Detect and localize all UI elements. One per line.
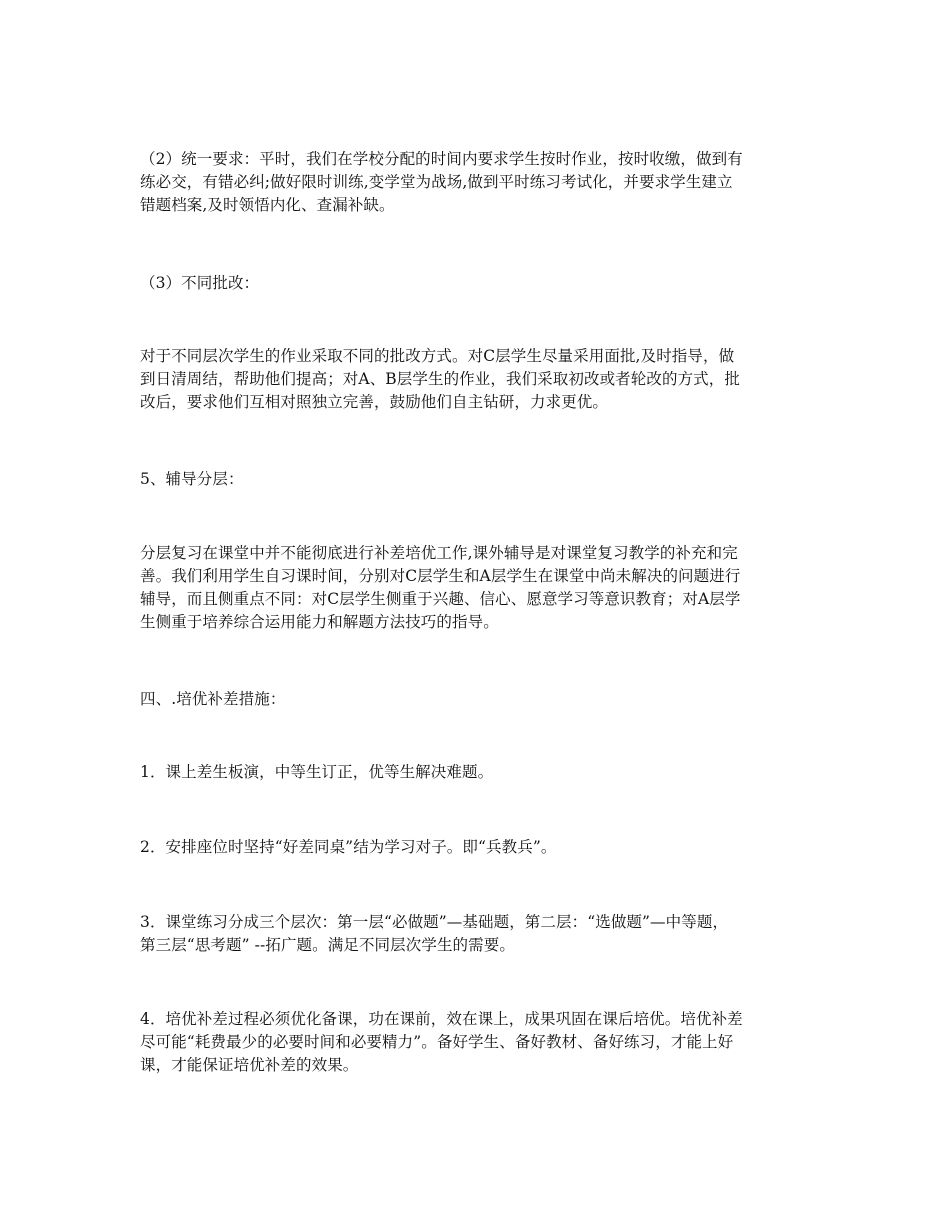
text-line: （2）统一要求：平时，我们在学校分配的时间内要求学生按时作业，按时收缴，做到有 xyxy=(140,150,743,168)
text-line: 2．安排座位时坚持“好差同桌”结为学习对子。即“兵教兵”。 xyxy=(140,838,557,856)
heading-section-four xyxy=(140,688,812,711)
text-line: 尽可能“耗费最少的必要时间和必要精力”。备好学生、备好教材、备好练习，才能上好 xyxy=(140,1033,734,1051)
text-line: 四、.培优补差措施： xyxy=(140,690,286,708)
list-item-1 xyxy=(140,761,812,784)
text-line: 第三层“思考题” --拓广题。满足不同层次学生的需要。 xyxy=(140,936,515,954)
list-item-2 xyxy=(140,836,812,859)
text-line: 4．培优补差过程必须优化备课，功在课前，效在课上，成果巩固在课后培优。培优补差 xyxy=(140,1010,743,1028)
paragraph-tutoring-details xyxy=(140,542,812,634)
heading-different-grading xyxy=(140,272,812,295)
text-line: 1．课上差生板演，中等生订正，优等生解决难题。 xyxy=(140,763,494,781)
text-line: 到日清周结，帮助他们提高；对A、B层学生的作业，我们采取初改或者轮改的方式，批 xyxy=(140,370,740,388)
list-item-3 xyxy=(140,911,812,957)
text-line: 分层复习在课堂中并不能彻底进行补差培优工作,课外辅导是对课堂复习教学的补充和完 xyxy=(140,544,738,562)
text-line: 错题档案,及时领悟内化、查漏补缺。 xyxy=(140,196,395,214)
text-line: 3．课堂练习分成三个层次：第一层“必做题”—基础题，第二层：“选做题”—中等题， xyxy=(140,913,729,931)
heading-tutoring-layers xyxy=(140,468,812,491)
text-line: 生侧重于培养综合运用能力和解题方法技巧的指导。 xyxy=(140,613,499,631)
list-item-4 xyxy=(140,1008,812,1077)
text-line: 课，才能保证培优补差的效果。 xyxy=(140,1056,359,1074)
text-line: 5、辅导分层： xyxy=(140,470,244,488)
text-line: （3）不同批改： xyxy=(140,274,260,292)
text-line: 对于不同层次学生的作业采取不同的批改方式。对C层学生尽量采用面批,及时指导，做 xyxy=(140,347,735,365)
text-line: 辅导，而且侧重点不同：对C层学生侧重于兴趣、信心、愿意学习等意识教育；对A层学 xyxy=(140,590,741,608)
paragraph-unified-requirements xyxy=(140,148,812,217)
text-line: 练必交，有错必纠;做好限时训练,变学堂为战场,做到平时练习考试化，并要求学生建立 xyxy=(140,173,733,191)
text-line: 善。我们利用学生自习课时间，分别对C层学生和A层学生在课堂中尚未解决的问题进行 xyxy=(140,567,741,585)
text-line: 改后，要求他们互相对照独立完善，鼓励他们自主钻研，力求更优。 xyxy=(140,393,609,411)
paragraph-grading-methods xyxy=(140,345,812,414)
